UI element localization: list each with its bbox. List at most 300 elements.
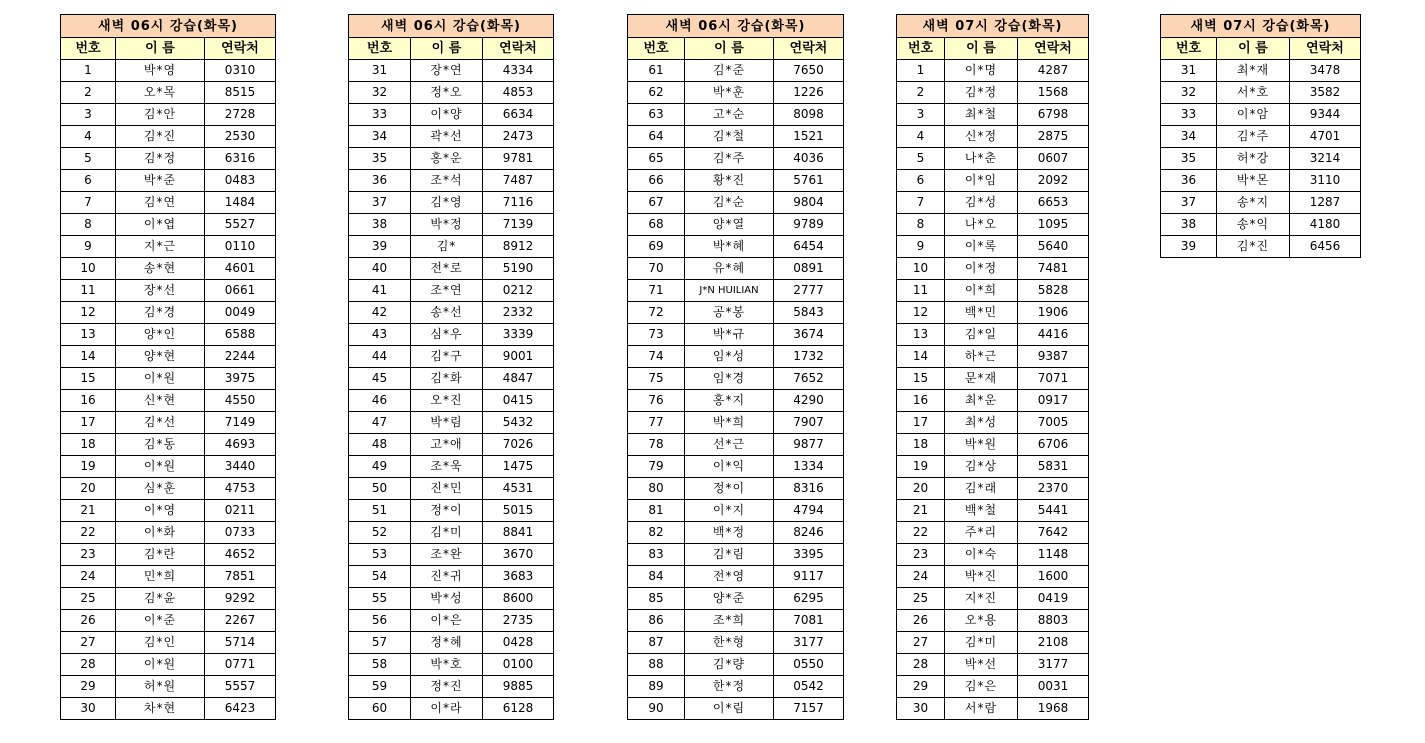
- cell-name: 양*인: [116, 324, 205, 346]
- cell-name: 이*원: [116, 654, 205, 676]
- cell-contact: 7642: [1018, 522, 1089, 544]
- cell-name: 송*선: [411, 302, 483, 324]
- cell-name: 김*진: [1217, 236, 1290, 258]
- cell-name: 정*이: [411, 500, 483, 522]
- cell-number: 51: [349, 500, 411, 522]
- cell-contact: 1226: [774, 82, 844, 104]
- table-title: 새벽 06시 강습(화목): [61, 15, 276, 38]
- cell-contact: 7116: [483, 192, 554, 214]
- cell-number: 9: [897, 236, 945, 258]
- cell-name: 이*록: [945, 236, 1018, 258]
- table-row: [1161, 170, 1361, 192]
- table-row: [897, 324, 1089, 346]
- cell-contact: 7481: [1018, 258, 1089, 280]
- cell-name: 김*인: [116, 632, 205, 654]
- table-row: [349, 82, 554, 104]
- cell-number: 11: [61, 280, 116, 302]
- cell-contact: 1568: [1018, 82, 1089, 104]
- cell-number: 23: [897, 544, 945, 566]
- cell-name: 신*정: [945, 126, 1018, 148]
- cell-number: 24: [897, 566, 945, 588]
- cell-contact: 9117: [774, 566, 844, 588]
- table-title: 새벽 06시 강습(화목): [628, 15, 844, 38]
- cell-contact: 4601: [205, 258, 276, 280]
- cell-contact: 4794: [774, 500, 844, 522]
- table-row: [897, 544, 1089, 566]
- table-row: [628, 588, 844, 610]
- cell-name: 김*란: [116, 544, 205, 566]
- cell-contact: 6456: [1290, 236, 1361, 258]
- table-row: [349, 500, 554, 522]
- cell-number: 64: [628, 126, 685, 148]
- cell-name: 이*암: [1217, 104, 1290, 126]
- table-row: [349, 302, 554, 324]
- cell-number: 69: [628, 236, 685, 258]
- cell-contact: 1095: [1018, 214, 1089, 236]
- cell-number: 81: [628, 500, 685, 522]
- cell-name: 조*연: [411, 280, 483, 302]
- cell-name: 박*규: [685, 324, 774, 346]
- cell-contact: 1521: [774, 126, 844, 148]
- cell-contact: 7071: [1018, 368, 1089, 390]
- cell-name: 김*영: [411, 192, 483, 214]
- cell-contact: 2530: [205, 126, 276, 148]
- cell-name: 진*민: [411, 478, 483, 500]
- cell-contact: 5015: [483, 500, 554, 522]
- cell-name: 심*우: [411, 324, 483, 346]
- cell-name: 고*순: [685, 104, 774, 126]
- table-row: [61, 588, 276, 610]
- cell-contact: 5432: [483, 412, 554, 434]
- table-row: [628, 214, 844, 236]
- cell-name: 지*진: [945, 588, 1018, 610]
- table-row: [61, 610, 276, 632]
- cell-contact: 0100: [483, 654, 554, 676]
- table-title: 새벽 07시 강습(화목): [897, 15, 1089, 38]
- cell-name: 이*임: [945, 170, 1018, 192]
- cell-name: 김*: [411, 236, 483, 258]
- cell-name: 이*영: [116, 500, 205, 522]
- header-name: 이 름: [116, 38, 205, 60]
- table-row: [349, 478, 554, 500]
- table-row: [349, 192, 554, 214]
- cell-number: 61: [628, 60, 685, 82]
- cell-contact: 0917: [1018, 390, 1089, 412]
- table-row: [349, 412, 554, 434]
- cell-name: 허*강: [1217, 148, 1290, 170]
- cell-contact: 0110: [205, 236, 276, 258]
- cell-name: 김*구: [411, 346, 483, 368]
- cell-name: 김*림: [685, 544, 774, 566]
- cell-number: 50: [349, 478, 411, 500]
- table-row: [349, 434, 554, 456]
- table-row: [61, 390, 276, 412]
- table-row: [61, 170, 276, 192]
- cell-number: 49: [349, 456, 411, 478]
- cell-name: 하*근: [945, 346, 1018, 368]
- cell-name: 송*익: [1217, 214, 1290, 236]
- header-contact: 연락처: [1290, 38, 1361, 60]
- table-row: [349, 214, 554, 236]
- table-row: [628, 390, 844, 412]
- cell-number: 72: [628, 302, 685, 324]
- cell-number: 55: [349, 588, 411, 610]
- cell-name: 최*재: [1217, 60, 1290, 82]
- cell-number: 20: [61, 478, 116, 500]
- cell-contact: 8246: [774, 522, 844, 544]
- cell-name: 유*혜: [685, 258, 774, 280]
- cell-number: 21: [61, 500, 116, 522]
- cell-number: 87: [628, 632, 685, 654]
- table-row: [897, 82, 1089, 104]
- cell-contact: 2875: [1018, 126, 1089, 148]
- cell-number: 43: [349, 324, 411, 346]
- cell-number: 66: [628, 170, 685, 192]
- cell-name: 이*림: [685, 698, 774, 720]
- table-row: [349, 632, 554, 654]
- cell-contact: 5828: [1018, 280, 1089, 302]
- cell-number: 47: [349, 412, 411, 434]
- cell-number: 59: [349, 676, 411, 698]
- cell-name: 선*근: [685, 434, 774, 456]
- cell-name: 공*봉: [685, 302, 774, 324]
- cell-number: 84: [628, 566, 685, 588]
- cell-number: 22: [897, 522, 945, 544]
- cell-number: 5: [61, 148, 116, 170]
- cell-number: 19: [897, 456, 945, 478]
- cell-number: 83: [628, 544, 685, 566]
- cell-number: 88: [628, 654, 685, 676]
- cell-number: 22: [61, 522, 116, 544]
- cell-contact: 5714: [205, 632, 276, 654]
- cell-name: 장*선: [116, 280, 205, 302]
- cell-number: 15: [897, 368, 945, 390]
- table-row: [628, 610, 844, 632]
- cell-number: 12: [897, 302, 945, 324]
- cell-number: 38: [1161, 214, 1217, 236]
- cell-number: 77: [628, 412, 685, 434]
- cell-number: 14: [61, 346, 116, 368]
- cell-name: 이*엽: [116, 214, 205, 236]
- cell-name: 오*목: [116, 82, 205, 104]
- table-row: [1161, 104, 1361, 126]
- cell-contact: 5557: [205, 676, 276, 698]
- cell-contact: 0661: [205, 280, 276, 302]
- cell-number: 19: [61, 456, 116, 478]
- cell-number: 41: [349, 280, 411, 302]
- cell-contact: 6706: [1018, 434, 1089, 456]
- cell-contact: 1732: [774, 346, 844, 368]
- cell-name: 김*윤: [116, 588, 205, 610]
- table-row: [349, 676, 554, 698]
- cell-contact: 1475: [483, 456, 554, 478]
- table-row: [628, 148, 844, 170]
- table-row: [349, 368, 554, 390]
- cell-contact: 8803: [1018, 610, 1089, 632]
- table-title: 새벽 07시 강습(화목): [1161, 15, 1361, 38]
- cell-name: 임*성: [685, 346, 774, 368]
- cell-contact: 7851: [205, 566, 276, 588]
- cell-contact: 3339: [483, 324, 554, 346]
- cell-number: 78: [628, 434, 685, 456]
- cell-number: 17: [61, 412, 116, 434]
- cell-number: 35: [349, 148, 411, 170]
- cell-name: 정*진: [411, 676, 483, 698]
- cell-name: 김*순: [685, 192, 774, 214]
- header-name: 이 름: [945, 38, 1018, 60]
- table-row: [349, 588, 554, 610]
- table-row: [897, 588, 1089, 610]
- cell-number: 28: [897, 654, 945, 676]
- table-row: [61, 566, 276, 588]
- cell-name: 정*이: [685, 478, 774, 500]
- cell-contact: 5527: [205, 214, 276, 236]
- cell-name: 김*미: [945, 632, 1018, 654]
- cell-number: 5: [897, 148, 945, 170]
- header-name: 이 름: [1217, 38, 1290, 60]
- cell-contact: 1968: [1018, 698, 1089, 720]
- cell-number: 76: [628, 390, 685, 412]
- cell-contact: 0607: [1018, 148, 1089, 170]
- table-row: [349, 258, 554, 280]
- cell-number: 1: [61, 60, 116, 82]
- cell-name: 정*혜: [411, 632, 483, 654]
- cell-number: 24: [61, 566, 116, 588]
- table-row: [897, 368, 1089, 390]
- cell-contact: 7157: [774, 698, 844, 720]
- table-row: [897, 280, 1089, 302]
- cell-contact: 7907: [774, 412, 844, 434]
- cell-name: 김*래: [945, 478, 1018, 500]
- cell-number: 63: [628, 104, 685, 126]
- table-row: [61, 544, 276, 566]
- cell-name: 심*훈: [116, 478, 205, 500]
- table-row: [349, 654, 554, 676]
- cell-name: 임*경: [685, 368, 774, 390]
- table-row: [349, 170, 554, 192]
- cell-number: 28: [61, 654, 116, 676]
- cell-contact: 9387: [1018, 346, 1089, 368]
- cell-name: 박*원: [945, 434, 1018, 456]
- table-row: [61, 104, 276, 126]
- table-row: [349, 522, 554, 544]
- cell-name: 김*동: [116, 434, 205, 456]
- cell-number: 25: [897, 588, 945, 610]
- table-row: [61, 126, 276, 148]
- cell-contact: 3683: [483, 566, 554, 588]
- cell-number: 18: [61, 434, 116, 456]
- cell-contact: 5441: [1018, 500, 1089, 522]
- cell-contact: 8316: [774, 478, 844, 500]
- table-row: [349, 698, 554, 720]
- cell-contact: 3674: [774, 324, 844, 346]
- cell-number: 31: [349, 60, 411, 82]
- cell-number: 82: [628, 522, 685, 544]
- table-row: [61, 676, 276, 698]
- cell-name: 허*원: [116, 676, 205, 698]
- cell-number: 32: [1161, 82, 1217, 104]
- cell-name: 송*지: [1217, 192, 1290, 214]
- cell-name: 서*호: [1217, 82, 1290, 104]
- cell-number: 46: [349, 390, 411, 412]
- table-row: [1161, 126, 1361, 148]
- roster-table-4: [896, 14, 1089, 720]
- table-row: [897, 60, 1089, 82]
- cell-contact: 7005: [1018, 412, 1089, 434]
- cell-number: 85: [628, 588, 685, 610]
- cell-contact: 6454: [774, 236, 844, 258]
- cell-contact: 3582: [1290, 82, 1361, 104]
- cell-contact: 4847: [483, 368, 554, 390]
- cell-number: 26: [61, 610, 116, 632]
- cell-name: 이*화: [116, 522, 205, 544]
- table-row: [61, 456, 276, 478]
- table-row: [897, 456, 1089, 478]
- table-row: [61, 324, 276, 346]
- table-row: [61, 346, 276, 368]
- table-row: [897, 676, 1089, 698]
- cell-name: 백*정: [685, 522, 774, 544]
- cell-name: 이*익: [685, 456, 774, 478]
- table-row: [61, 258, 276, 280]
- cell-contact: 9344: [1290, 104, 1361, 126]
- cell-contact: 0415: [483, 390, 554, 412]
- table-row: [628, 192, 844, 214]
- cell-name: 나*오: [945, 214, 1018, 236]
- header-contact: 연락처: [205, 38, 276, 60]
- table-row: [628, 478, 844, 500]
- cell-number: 65: [628, 148, 685, 170]
- header-row: [897, 38, 1089, 60]
- cell-contact: 0031: [1018, 676, 1089, 698]
- table-row: [897, 236, 1089, 258]
- cell-name: 이*명: [945, 60, 1018, 82]
- table-row: [897, 346, 1089, 368]
- table-row: [628, 654, 844, 676]
- cell-name: 박*혜: [685, 236, 774, 258]
- cell-contact: 6423: [205, 698, 276, 720]
- table-row: [897, 126, 1089, 148]
- cell-number: 56: [349, 610, 411, 632]
- table-row: [61, 522, 276, 544]
- cell-contact: 3670: [483, 544, 554, 566]
- cell-name: 김*선: [116, 412, 205, 434]
- cell-name: 김*경: [116, 302, 205, 324]
- table-row: [897, 104, 1089, 126]
- cell-number: 86: [628, 610, 685, 632]
- cell-contact: 0733: [205, 522, 276, 544]
- cell-number: 37: [349, 192, 411, 214]
- cell-name: 박*호: [411, 654, 483, 676]
- cell-name: 김*주: [1217, 126, 1290, 148]
- cell-contact: 4701: [1290, 126, 1361, 148]
- table-row: [897, 192, 1089, 214]
- table-row: [628, 676, 844, 698]
- cell-name: 정*오: [411, 82, 483, 104]
- cell-name: 이*라: [411, 698, 483, 720]
- table-row: [628, 412, 844, 434]
- header-number: 번호: [61, 38, 116, 60]
- cell-contact: 3110: [1290, 170, 1361, 192]
- cell-contact: 2267: [205, 610, 276, 632]
- table-row: [628, 346, 844, 368]
- cell-number: 30: [61, 698, 116, 720]
- cell-name: 조*희: [685, 610, 774, 632]
- table-row: [628, 104, 844, 126]
- cell-number: 68: [628, 214, 685, 236]
- cell-number: 62: [628, 82, 685, 104]
- cell-name: 김*일: [945, 324, 1018, 346]
- header-row: [628, 38, 844, 60]
- cell-number: 37: [1161, 192, 1217, 214]
- cell-name: 신*현: [116, 390, 205, 412]
- cell-contact: 4693: [205, 434, 276, 456]
- cell-contact: 2777: [774, 280, 844, 302]
- cell-contact: 2728: [205, 104, 276, 126]
- cell-contact: 0211: [205, 500, 276, 522]
- table-row: [628, 60, 844, 82]
- cell-name: 김*진: [116, 126, 205, 148]
- table-row: [61, 412, 276, 434]
- cell-name: 이*준: [116, 610, 205, 632]
- cell-number: 90: [628, 698, 685, 720]
- header-row: [349, 38, 554, 60]
- cell-name: 박*준: [116, 170, 205, 192]
- cell-name: J*N HUILIAN: [685, 280, 774, 302]
- cell-name: 김*량: [685, 654, 774, 676]
- cell-contact: 0310: [205, 60, 276, 82]
- cell-contact: 4550: [205, 390, 276, 412]
- cell-number: 25: [61, 588, 116, 610]
- cell-contact: 0550: [774, 654, 844, 676]
- table-row: [349, 60, 554, 82]
- table-row: [349, 104, 554, 126]
- cell-contact: 3214: [1290, 148, 1361, 170]
- cell-contact: 7650: [774, 60, 844, 82]
- cell-name: 양*준: [685, 588, 774, 610]
- table-title: 새벽 06시 강습(화목): [349, 15, 554, 38]
- table-row: [897, 412, 1089, 434]
- cell-contact: 9885: [483, 676, 554, 698]
- cell-number: 71: [628, 280, 685, 302]
- cell-number: 6: [897, 170, 945, 192]
- cell-number: 17: [897, 412, 945, 434]
- cell-contact: 2332: [483, 302, 554, 324]
- cell-number: 29: [897, 676, 945, 698]
- cell-number: 14: [897, 346, 945, 368]
- cell-number: 3: [61, 104, 116, 126]
- cell-contact: 9789: [774, 214, 844, 236]
- cell-name: 최*성: [945, 412, 1018, 434]
- cell-contact: 4287: [1018, 60, 1089, 82]
- table-row: [897, 698, 1089, 720]
- table-row: [349, 544, 554, 566]
- table-row: [628, 456, 844, 478]
- table-row: [61, 368, 276, 390]
- cell-number: 36: [1161, 170, 1217, 192]
- table-row: [897, 148, 1089, 170]
- cell-name: 고*애: [411, 434, 483, 456]
- cell-name: 박*성: [411, 588, 483, 610]
- cell-contact: 0771: [205, 654, 276, 676]
- cell-name: 최*철: [945, 104, 1018, 126]
- cell-contact: 1148: [1018, 544, 1089, 566]
- cell-contact: 9292: [205, 588, 276, 610]
- cell-number: 31: [1161, 60, 1217, 82]
- cell-name: 조*석: [411, 170, 483, 192]
- table-row: [628, 566, 844, 588]
- cell-contact: 6128: [483, 698, 554, 720]
